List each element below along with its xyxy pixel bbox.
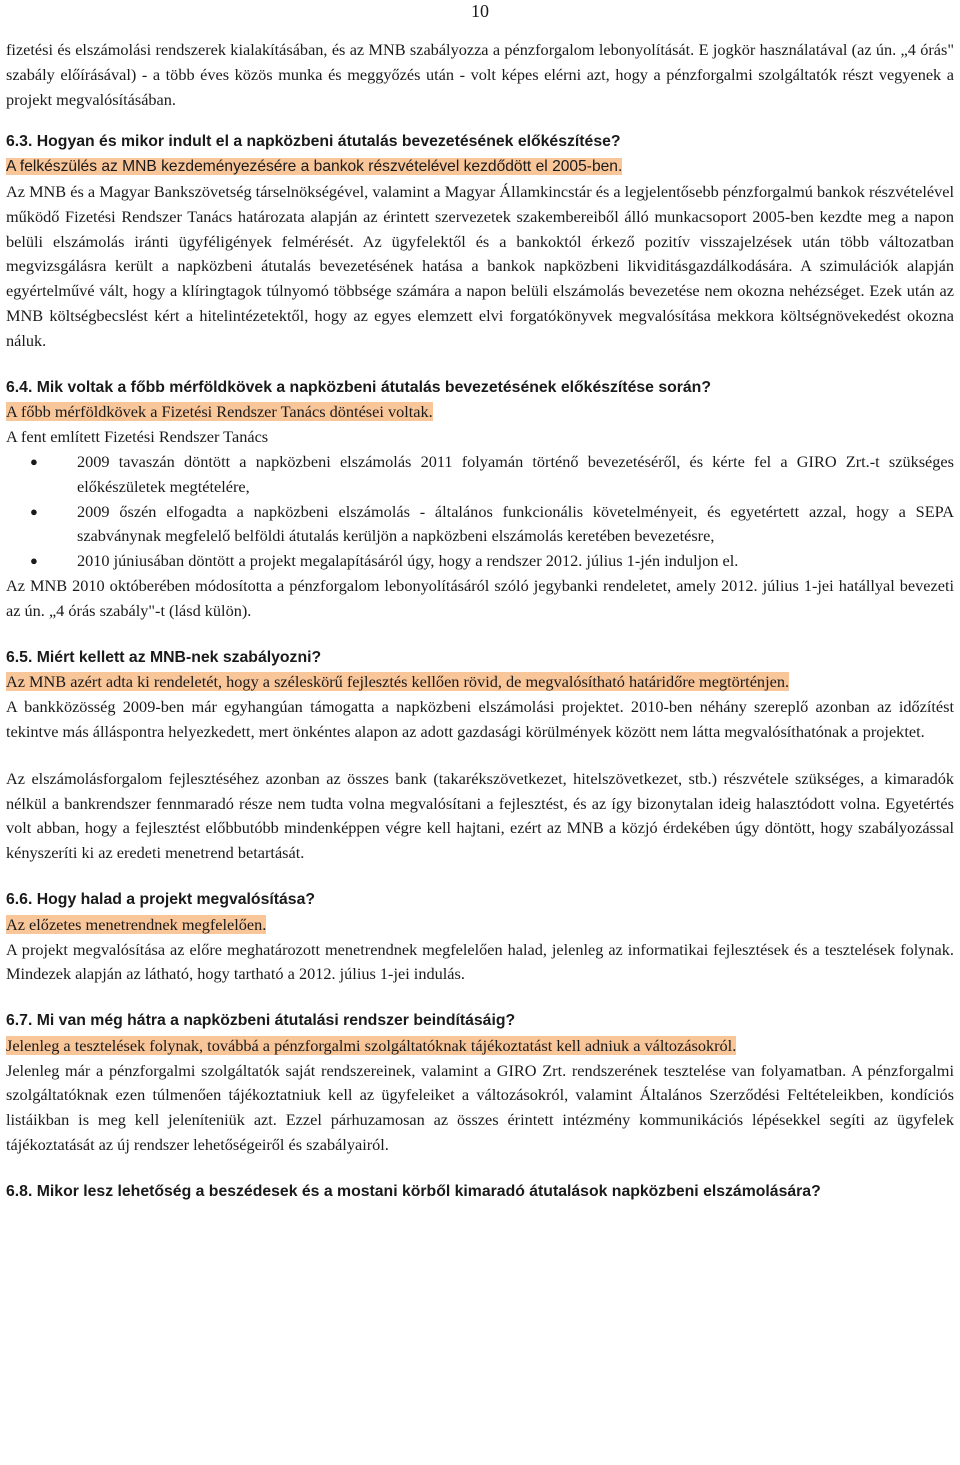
answer-6-5: Az MNB azért adta ki rendeletét, hogy a széleskörű fejlesztés kellően rövid, de megvalósítható határidőre megtörténjen. — [6, 672, 790, 692]
answer-6-6: Az előzetes menetrendnek megfelelően. — [6, 914, 267, 934]
answer-6-4: A főbb mérföldkövek a Fizetési Rendszer Tanács döntései voltak. — [6, 402, 433, 422]
body-6-4: Az MNB 2010 októberében módosította a pénzforgalom lebonyolításáról szóló jegybanki rendeletet, amely 2012. július 1-jei hatállyal bevezeti az ún. „4 órás szabály"-t (lásd külön). — [6, 575, 954, 620]
page-number: 10 — [471, 1, 489, 21]
intro-paragraph: fizetési és elszámolási rendszerek kialakításában, és az MNB szabályozza a pénzforgalom lebonyolítását. E jogkör használatával (az ún. „4 órás" szabály előírásával) - a több éves közös munka és meggyőzés után - volt képes elérni azt, hogy a pénzforgalmi szolgáltatók részt vegyenek a projekt megvalósításában. — [6, 40, 954, 109]
milestone-list — [6, 450, 954, 574]
body-6-6: A projekt megvalósítása az előre meghatározott menetrendnek megfelelően halad, jelenleg az informatikai fejlesztések és a tesztelések folynak. Mindezek alapján az látható, hogy tartható a 2012. július 1-jei indulás. — [6, 939, 954, 984]
bullet-icon: ● — [30, 453, 38, 469]
answer-6-3: A felkészülés az MNB kezdeményezésére a bankok részvételével kezdődött el 2005-ben. — [6, 158, 623, 176]
list-item: ● 2009 őszén elfogadta a napközbeni elszámolás - általános funkcionális követelményeit, és egyetértett azzal, hogy a SEPA szabványnak megfelelő belföldi átutalás kerüljön a napközbeni elszámolás keretében bevezetésre, — [30, 501, 954, 546]
question-6-3: 6.3. Hogyan és mikor indult el a napközbeni átutalás bevezetésének előkészítése? — [6, 133, 621, 151]
document-body — [6, 38, 954, 1205]
list-item: ● 2010 júniusában döntött a projekt megalapításáról úgy, hogy a rendszer 2012. július 1-jén induljon el. — [6, 549, 954, 574]
lead-6-4: A fent említett Fizetési Rendszer Tanács — [6, 427, 269, 447]
body-6-3: Az MNB és a Magyar Bankszövetség társelnökségével, valamint a Magyar Államkincstár és a legjelentősebb pénzforgalmú bankok részvételével működő Fizetési Rendszer Tanács határozata alapján az érintett szervezetek szakembereiből álló munkacsoport 2005-ben kezdte meg a napon belüli elszámolás iránti ügyféligények felmérését. Az ügyfelektől és a bankoktól érkező pozitív visszajelzések után több változatban megvizsgálásra került a napközbeni átutalás bevezetésének hatása a bankok napközbeni likviditásgazdálkodására. A szimulációk alapján egyértelművé vált, hogy a klíringtagok túlnyomó többsége számára a napon belüli elszámolás bevezetése nem okozna nehézséget. Ezek után az MNB költségbecslést kért a hitelintézetektől, hogy az egyes elemzett elvi forgatókönyvek megvalósítása mekkora költségnövekedést okozna náluk. — [6, 181, 954, 350]
body-6-5-b: Az elszámolásforgalom fejlesztéséhez azonban az összes bank (takarékszövetkezet, hitelszövetkezet, stb.) részvétele szükséges, a kimaradók nélkül a bankrendszer fennmaradó része nem tudta volna megvalósítani a fejlesztést, és az így bizonytalan ideig halasztódott volna. Egyetértés volt abban, hogy a fejlesztést előbbutóbb mindenképpen végre kell hajtani, ezért az MNB a közjó érdekében úgy döntött, hogy szabályozással kényszeríti ki az eredeti menetrend betartását. — [6, 768, 954, 863]
question-6-5: 6.5. Miért kellett az MNB-nek szabályozni? — [6, 648, 322, 666]
bullet-icon: ● — [30, 503, 38, 519]
bullet-icon: ● — [30, 553, 38, 569]
body-6-5-a: A bankközösség 2009-ben már egyhangúan támogatta a napközbeni elszámolási projektet. 2010-ben néhány szereplő azonban az időzítést tekintve más álláspontra helyezkedett, mert önkéntes alapon az adott gazdasági körülmények között nem látta megvalósíthatónak a projektet. — [6, 697, 954, 741]
question-6-7: 6.7. Mi van még hátra a napközbeni átutalási rendszer beindításáig? — [6, 1012, 516, 1030]
body-6-7: Jelenleg már a pénzforgalmi szolgáltatók saját rendszereinek, valamint a GIRO Zrt. rendszerének tesztelése van folyamatban. A pénzforgalmi szolgáltatóknak ezen túlmenően tájékoztatniuk kell az ügyfeleiket a változásokról, valamint Általános Szerződési Feltételeikben, kondíciós listáikban is meg kell jeleníteniük azt. Ezzel párhuzamosan az összes érintett intézmény kommunikációs lépésekkel segíti az ügyfelek tájékoztatását az új rendszer lehetőségeiről és szabályairól. — [6, 1060, 954, 1155]
question-6-8: 6.8. Mikor lesz lehetőség a beszédesek és a mostani körből kimaradó átutalások napközbeni elszámolására? — [6, 1182, 821, 1200]
list-item: ● 2009 tavaszán döntött a napközbeni elszámolás 2011 folyamán történő bevezetéséről, és kérte fel a GIRO Zrt.-t szükséges előkészületek megtételére, — [30, 451, 954, 496]
question-6-4: 6.4. Mik voltak a főbb mérföldkövek a napközbeni átutalás bevezetésének előkészítése során? — [6, 378, 711, 396]
answer-6-7: Jelenleg a tesztelések folynak, továbbá a pénzforgalmi szolgáltatóknak tájékoztatást kell adniuk a változásokról. — [6, 1035, 737, 1055]
question-6-6: 6.6. Hogy halad a projekt megvalósítása? — [6, 890, 316, 908]
